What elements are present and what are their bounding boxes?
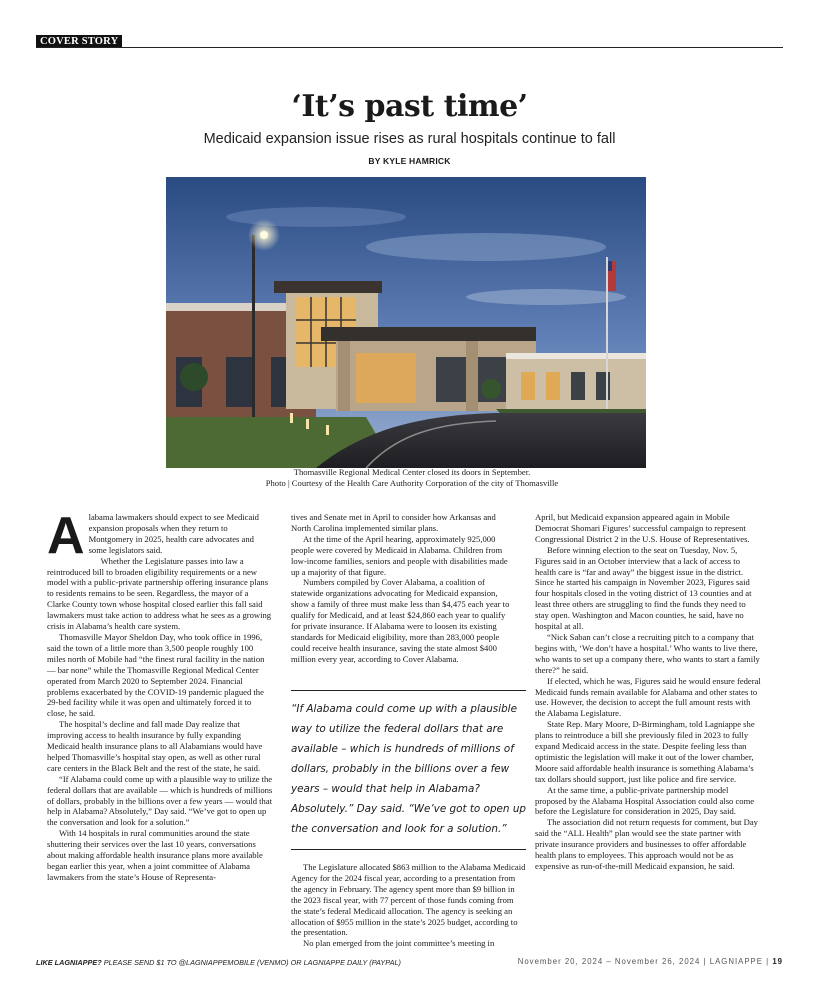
paragraph: At the same time, a public-private partnership model proposed by the Alabama Hospital Association could also come before the Legislature for consideration in 2025, Day said. <box>535 784 755 817</box>
footer-support-text: PLEASE SEND $1 TO @LAGNIAPPEMOBILE (VENMO) OR LAGNIAPPE DAILY (PAYPAL) <box>101 958 401 967</box>
paragraph: With 14 hospitals in rural communities around the state shuttering their services over the last 10 years, conversations about making affordable health insurance plans more available began earlier this year, when a joint committee of Alabama lawmakers from the state’s House of Representa- <box>47 828 263 882</box>
paragraph: Numbers compiled by Cover Alabama, a coalition of statewide organizations advocating for Medicaid expansion, show a family of three must make less than $4,475 each year to qualify for Medicaid, and at least $24,860 each year to qualify for private insurance. If Alabama were to loosen its existing standards for Medicaid eligibility, more than 283,000 people could receive health insurance, saving the state almost $400 million every year, according to Cover Alabama. <box>291 577 510 664</box>
paragraph: No plan emerged from the joint committee’s meeting in <box>303 938 495 949</box>
folio-separator: | <box>766 957 770 966</box>
article-column-2 <box>291 512 517 665</box>
footer-support-lead: LIKE LAGNIAPPE? <box>36 958 102 967</box>
paragraph: If elected, which he was, Figures said he would ensure federal Medicaid funds remain available for Alabama and other states to use. However, the decision to accept the full amount rests with the Alabama Legislature. <box>535 675 761 719</box>
article-column-3 <box>535 512 761 872</box>
caption-line-1: Thomasville Regional Medical Center closed its doors in September. <box>293 467 531 477</box>
footer-folio <box>518 957 783 966</box>
paragraph: Thomasville Mayor Sheldon Day, who took office in 1996, said the town of a little more than 3,500 people roughly 100 miles north of Mobile had “the finest rural facility in the nation — bar none” while the Thomasville Regional Medical Center operated from March 2020 to September 2024. Financial problems exacerbated by the COVID-19 pandemic plagued the 29-bed facility while it was open and ultimately forced it to close, he said. <box>47 631 265 719</box>
paragraph: “Nick Saban can’t close a recruiting pitch to a company that begins with, ‘We don’t have a hospital.’ Who wants to live there, who wants to set up a company there, who wants to start a family there?” he said. <box>535 631 760 675</box>
paragraph: The hospital’s decline and fall made Day realize that improving access to health insurance by fully expanding Medicaid health insurance plans to all Alabamians would have helped Thomasville’s hospital stay open, as well as other rural care centers in the Black Belt and the rest of the state, he said. <box>47 719 263 773</box>
paragraph: “If Alabama could come up with a plausible way to utilize the federal dollars that are available — which is hundreds of millions of dollars, probably in the billions over a few years — would that help in Alabama? Absolutely,” Day said. “We’ve got to open up the conversation and look for a solution.” <box>47 773 273 828</box>
paragraph: The association did not return requests for comment, but Day said the “ALL Health” plan would see the state partner with private insurance providers and businesses to offer affordable health plans to employees. This approach would not be as expensive as run-of-the-mill Medicaid expansion, he said. <box>535 817 758 871</box>
caption-line-2: Photo | Courtesy of the Health Care Authority Corporation of the city of Thomasville <box>265 477 559 488</box>
article-column-1 <box>47 507 273 883</box>
subheadline: Medicaid expansion issue rises as rural hospitals continue to fall <box>203 131 616 147</box>
paragraph: April, but Medicaid expansion appeared again in Mobile Democrat Shomari Figures’ successful campaign to represent Congressional District 2 in the U.S. House of Representatives. <box>535 512 750 544</box>
header-rule <box>36 47 783 48</box>
folio-separator: | <box>703 957 707 966</box>
hospital-photo <box>166 177 646 468</box>
paragraph: Whether the Legislature passes into law a reintroduced bill to broaden eligibility requirements or a new model with a public-private partnership offering insurance plans to residents remains to be seen. Regardless, the mayor of a Clarke County town whose hospital closed earlier this fall said lawmakers must take action to address what he sees as a growing crisis in Alabama’s health care system. <box>47 555 272 632</box>
paragraph <box>47 507 273 565</box>
paragraph-text: labama lawmakers should expect to see Medicaid expansion proposals when they return to Montgomery in 2025, health care advocates and some legislators said. <box>88 512 259 555</box>
byline: BY KYLE HAMRICK <box>368 156 451 166</box>
paragraph: State Rep. Mary Moore, D-Birmingham, told Lagniappe she plans to reintroduce a bill she previously filed in 2023 to fully expand Medicaid access in the state. Despite feeling less than optimistic the legislation will make it out of the lower chamber, Moore said affordable health insurance is something Alabama’s tax dollars should support, just like police and fire service. <box>535 719 755 784</box>
photo-caption <box>166 467 658 488</box>
article-column-2-continued <box>291 862 526 949</box>
dropcap: A <box>47 507 85 565</box>
footer-support-note <box>36 958 401 967</box>
paragraph: At the time of the April hearing, approximately 925,000 people were covered by Medicaid in Alabama. Children from low-income families, seniors and people with disabilities made up a majority of that figure. <box>291 533 508 577</box>
publication-name: LAGNIAPPE <box>709 957 763 966</box>
pull-quote: “If Alabama could come up with a plausible way to utilize the federal dollars that are available – which is hundreds of millions of dollars, probably in the billions over a few years – would that help in Alabama? Absolutely.” Day said. “We’ve got to open up the conversation and look for a solution.” <box>291 690 526 850</box>
paragraph: tives and Senate met in April to consider how Arkansas and North Carolina implemented similar plans. <box>291 512 496 533</box>
paragraph: Before winning election to the seat on Tuesday, Nov. 5, Figures said in an October interview that a lack of access to health care is “far and away” the biggest issue in the district. Since he started his campaign in November 2023, Figures said four hospitals closed in the voting district of 13 counties and at least three others are struggling to find the funds they need to stay open. Washington and Macon counties, he said, have no hospital at all. <box>535 544 752 632</box>
headline: ‘It’s past time’ <box>291 89 528 124</box>
section-tag: COVER STORY <box>36 35 122 48</box>
page-number: 19 <box>772 957 783 966</box>
paragraph: The Legislature allocated $863 million to the Alabama Medicaid Agency for the 2024 fiscal year, according to a presentation from the agency in February. The agency spent more than $9 billion in the 2023 fiscal year, with 77 percent of those funds coming from the state’s federal Medicaid allocation. The agency is seeking an allocation of $955 million in the state’s 2025 budget, according to the presentation. <box>291 862 526 938</box>
issue-dates: November 20, 2024 – November 26, 2024 <box>517 957 701 966</box>
